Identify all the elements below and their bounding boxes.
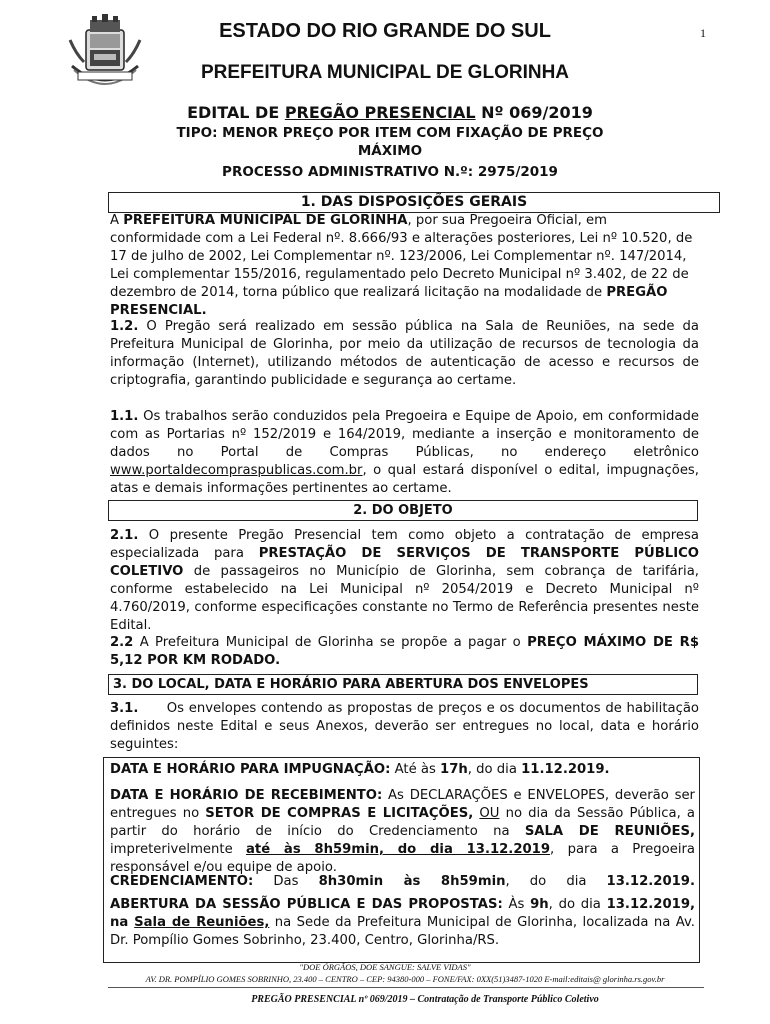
edital-title-block [100,102,680,182]
footer-divider [108,987,704,988]
header-state: ESTADO DO RIO GRANDE DO SUL [219,20,551,42]
impugnacao-line: DATA E HORÁRIO PARA IMPUGNAÇÃO: Até às 17h, do dia 11.12.2019. [110,762,610,777]
section-2-heading: 2. DO OBJETO [108,500,698,521]
paragraph-1-1: 1.1. Os trabalhos serão conduzidos pela Pregoeira e Equipe de Apoio, em conformidade com as Portarias nº 152/2019 e 164/2019, mediante a inserção e monitoramento de dados no Portal de Compras Públicas, no endereço eletrônico www.portaldecompraspublicas.com.br, o qual estará disponível o edital, impugnações, atas e demais informações pertinentes ao certame. [110,409,699,496]
section-1-heading: 1. DAS DISPOSIÇÕES GERAIS [108,192,720,213]
paragraph-3-1: 3.1. Os envelopes contendo as propostas de preços e os documentos de habilitação definidos neste Edital e seus Anexos, deverão ser entregues no local, data e horário seguintes: [110,701,704,752]
edital-title: EDITAL DE PREGÃO PRESENCIAL Nº 069/2019 [187,103,593,122]
process-number: PROCESSO ADMINISTRATIVO N.º: 2975/2019 [222,164,558,180]
section-3-heading: 3. DO LOCAL, DATA E HORÁRIO PARA ABERTURA DOS ENVELOPES [108,674,698,695]
paragraph-2-1: 2.1. O presente Pregão Presencial tem como objeto a contratação de empresa especializada para PRESTAÇÃO DE SERVIÇOS DE TRANSPORTE PÚBLICO COLETIVO de passageiros no Município de Glorinha, sem cobrança de tarifária, conforme estabelecido na Lei Municipal nº 2054/2019 e Decreto Municipal nº 4.760/2019, conforme especificações constante no Termo de Referência presentes neste Edital. [110,528,699,633]
edital-type-line1: TIPO: MENOR PREÇO POR ITEM COM FIXAÇÃO DE PREÇO [176,125,604,141]
footer-document-title: PREGÃO PRESENCIAL nº 069/2019 – Contratação de Transporte Público Coletivo [251,994,599,1005]
abertura-paragraph: ABERTURA DA SESSÃO PÚBLICA E DAS PROPOSTAS: Às 9h, do dia 13.12.2019, na Sala de Reuniões, na Sede da Prefeitura Municipal de Glorinha, localizada na Av. Dr. Pompílio Gomes Sobrinho, 23.400, Centro, Glorinha/RS. [110,897,696,948]
footer-motto: "DOE ÓRGÃOS, DOE SANGUE: SALVE VIDAS" [299,962,471,972]
paragraph-1-2: 1.2. O Pregão será realizado em sessão pública na Sala de Reuniões, na sede da Prefeitura Municipal de Glorinha, por meio da utilização de recursos de tecnologia da informação (Internet), utilizando métodos de autenticação de acesso e recursos de criptografia, garantindo publicidade e segurança ao certame. [110,319,699,388]
portal-link[interactable]: www.portaldecompraspublicas.com.br [110,463,363,478]
footer-address: AV. DR. POMPÍLIO GOMES SOBRINHO, 23.400 – CENTRO – CEP: 94380-000 – FONE/FAX: 0XX(51)3487-1020 E-mail:editais@ glorinha.rs.gov.br [145,974,665,984]
page-number: 1 [700,26,706,40]
dates-box [103,757,700,963]
edital-type-line2: MÁXIMO [357,143,423,159]
paragraph-2-2: 2.2 A Prefeitura Municipal de Glorinha se propõe a pagar o PREÇO MÁXIMO DE R$ 5,12 POR KM RODADO. [110,635,699,668]
paragraph-intro: A PREFEITURA MUNICIPAL DE GLORINHA, por sua Pregoeira Oficial, em conformidade com a Lei Federal nº. 8.666/93 e alterações posteriores, Lei nº 10.520, de 17 de julho de 2002, Lei Complementar nº. 123/2006, Lei Complementar nº. 147/2014, Lei complementar 155/2016, regulamentado pelo Decreto Municipal nº 3.402, de 22 de dezembro de 2014, torna público que realizará licitação na modalidade de PREGÃO PRESENCIAL. [110,213,693,318]
recebimento-paragraph: DATA E HORÁRIO DE RECEBIMENTO: As DECLARAÇÕES e ENVELOPES, deverão ser entregues no SETOR DE COMPRAS E LICITAÇÕES, OU no dia da Sessão Pública, a partir do horário de início do Credenciamento na SALA DE REUNIÕES, impreterivelmente até às 8h59min, do dia 13.12.2019, para a Pregoeira responsável e/ou equipe de apoio. [110,788,695,875]
credenciamento-line: CREDENCIAMENTO: Das 8h30min às 8h59min, do dia 13.12.2019. [110,874,695,889]
header-prefeitura: PREFEITURA MUNICIPAL DE GLORINHA [200,62,570,83]
